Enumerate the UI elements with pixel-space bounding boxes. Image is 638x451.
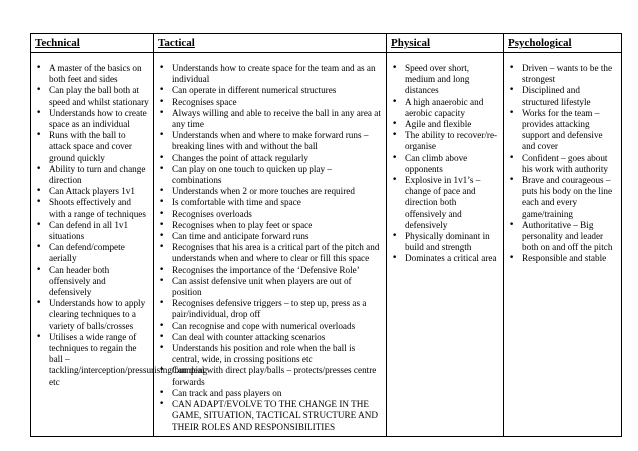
technical-bullet-item: • Can play the ball both at speed and whilst stationary [35, 85, 149, 107]
physical-cell [387, 53, 504, 437]
technical-bullet-item: • Can header both offensively and defensively [35, 265, 149, 299]
psychological-cell [504, 53, 622, 437]
psychological-bullet-item: • Responsible and stable [508, 253, 617, 264]
physical-bullet-item: • The ability to recover/re-organise [391, 130, 499, 152]
psychological-bullet-item: • Disciplined and structured lifestyle [508, 85, 617, 107]
tactical-bullet-item: • Can recognise and cope with numerical overloads [158, 321, 382, 332]
technical-bullet-item: • Shoots effectively and with a range of techniques [35, 197, 149, 219]
physical-bullet-item: • Physically dominant in build and strength [391, 231, 499, 253]
physical-bullet-item: • Explosive in 1v1’s – change of pace and direction both offensively and defensively [391, 175, 499, 231]
header-physical: Physical [387, 34, 504, 53]
technical-bullet-item: • Can defend in all 1v1 situations [35, 220, 149, 242]
physical-bullet-item: • A high anaerobic and aerobic capacity [391, 97, 499, 119]
psychological-bullet-item: • Driven – wants to be the strongest [508, 63, 617, 85]
tactical-bullet-item: • Can time and anticipate forward runs [158, 231, 382, 242]
tactical-cell [154, 53, 387, 437]
tactical-bullet-item: • Can operate in different numerical structures [158, 85, 382, 96]
physical-list [391, 63, 499, 265]
tactical-bullet-item: • Recognises that his area is a critical part of the pitch and understands when and where to clear or fill this space [158, 242, 382, 264]
physical-bullet-item: • Speed over short, medium and long distances [391, 63, 499, 97]
technical-bullet-item: • Understands how to create space as an individual [35, 108, 149, 130]
header-tactical: Tactical [154, 34, 387, 53]
tactical-bullet-item: • Recognises defensive triggers – to step up, press as a pair/individual, drop off [158, 298, 382, 320]
psychological-bullet-item: • Authoritative – Big personality and leader both on and off the pitch [508, 220, 617, 254]
tactical-bullet-item: • Recognises the importance of the ‘Defensive Role’ [158, 265, 382, 276]
tactical-bullet-item: • Recognises overloads [158, 209, 382, 220]
content-row [31, 53, 622, 437]
technical-bullet-item: • Can defend/compete aerially [35, 242, 149, 264]
technical-bullet-item: • Understands how to apply clearing techniques to a variety of balls/crosses [35, 298, 149, 332]
psychological-bullet-item: • Brave and courageous – puts his body on the line each and every game/training [508, 175, 617, 220]
technical-bullet-item: • Runs with the ball to attack space and cover ground quickly [35, 130, 149, 164]
tactical-bullet-item: • Understands when and where to make forward runs – breaking lines with and without the ball [158, 130, 382, 152]
tactical-list [158, 63, 382, 433]
tactical-bullet-item: • Is comfortable with time and space [158, 197, 382, 208]
tactical-bullet-item: • Can track and pass players on [158, 388, 382, 399]
tactical-bullet-item: • Understands when 2 or more touches are required [158, 186, 382, 197]
tactical-bullet-item: • Recognises when to play feet or space [158, 220, 382, 231]
tactical-bullet-item: • Can play on one touch to quicken up play – combinations [158, 164, 382, 186]
attributes-table [30, 33, 622, 437]
tactical-bullet-item: • Always willing and able to receive the ball in any area at any time [158, 108, 382, 130]
physical-bullet-item: • Can climb above opponents [391, 153, 499, 175]
technical-bullet-item: • Ability to turn and change direction [35, 164, 149, 186]
technical-bullet-item: • Utilises a wide range of techniques to regain the ball – tackling/interception/pressurising/bumping etc [35, 332, 149, 388]
psychological-list [508, 63, 617, 265]
physical-bullet-item: • Dominates a critical area [391, 253, 499, 264]
header-technical: Technical [31, 34, 154, 53]
psychological-bullet-item: • Confident – goes about his work with authority [508, 153, 617, 175]
tactical-bullet-item: • Understands his position and role when the ball is central, wide, in crossing positions etc [158, 343, 382, 365]
header-row [31, 34, 622, 53]
tactical-bullet-item: • Changes the point of attack regularly [158, 153, 382, 164]
tactical-bullet-item: • Can deal with counter attacking scenarios [158, 332, 382, 343]
technical-bullet-item: • A master of the basics on both feet and sides [35, 63, 149, 85]
tactical-bullet-item: • Recognises space [158, 97, 382, 108]
tactical-bullet-item: • CAN ADAPT/EVOLVE TO THE CHANGE IN THE GAME, SITUATION, TACTICAL STRUCTURE AND THEIR ROLES AND RESPONSIBILITIES [158, 399, 382, 433]
tactical-bullet-item: • Understands how to create space for the team and as an individual [158, 63, 382, 85]
tactical-bullet-item: • Can deal with direct play/balls – protects/presses centre forwards [158, 365, 382, 387]
tactical-bullet-item: • Can assist defensive unit when players are out of position [158, 276, 382, 298]
psychological-bullet-item: • Works for the team – provides attacking support and defensive and cover [508, 108, 617, 153]
physical-bullet-item: • Agile and flexible [391, 119, 499, 130]
technical-bullet-item: • Can Attack players 1v1 [35, 186, 149, 197]
header-psychological: Psychological [504, 34, 622, 53]
